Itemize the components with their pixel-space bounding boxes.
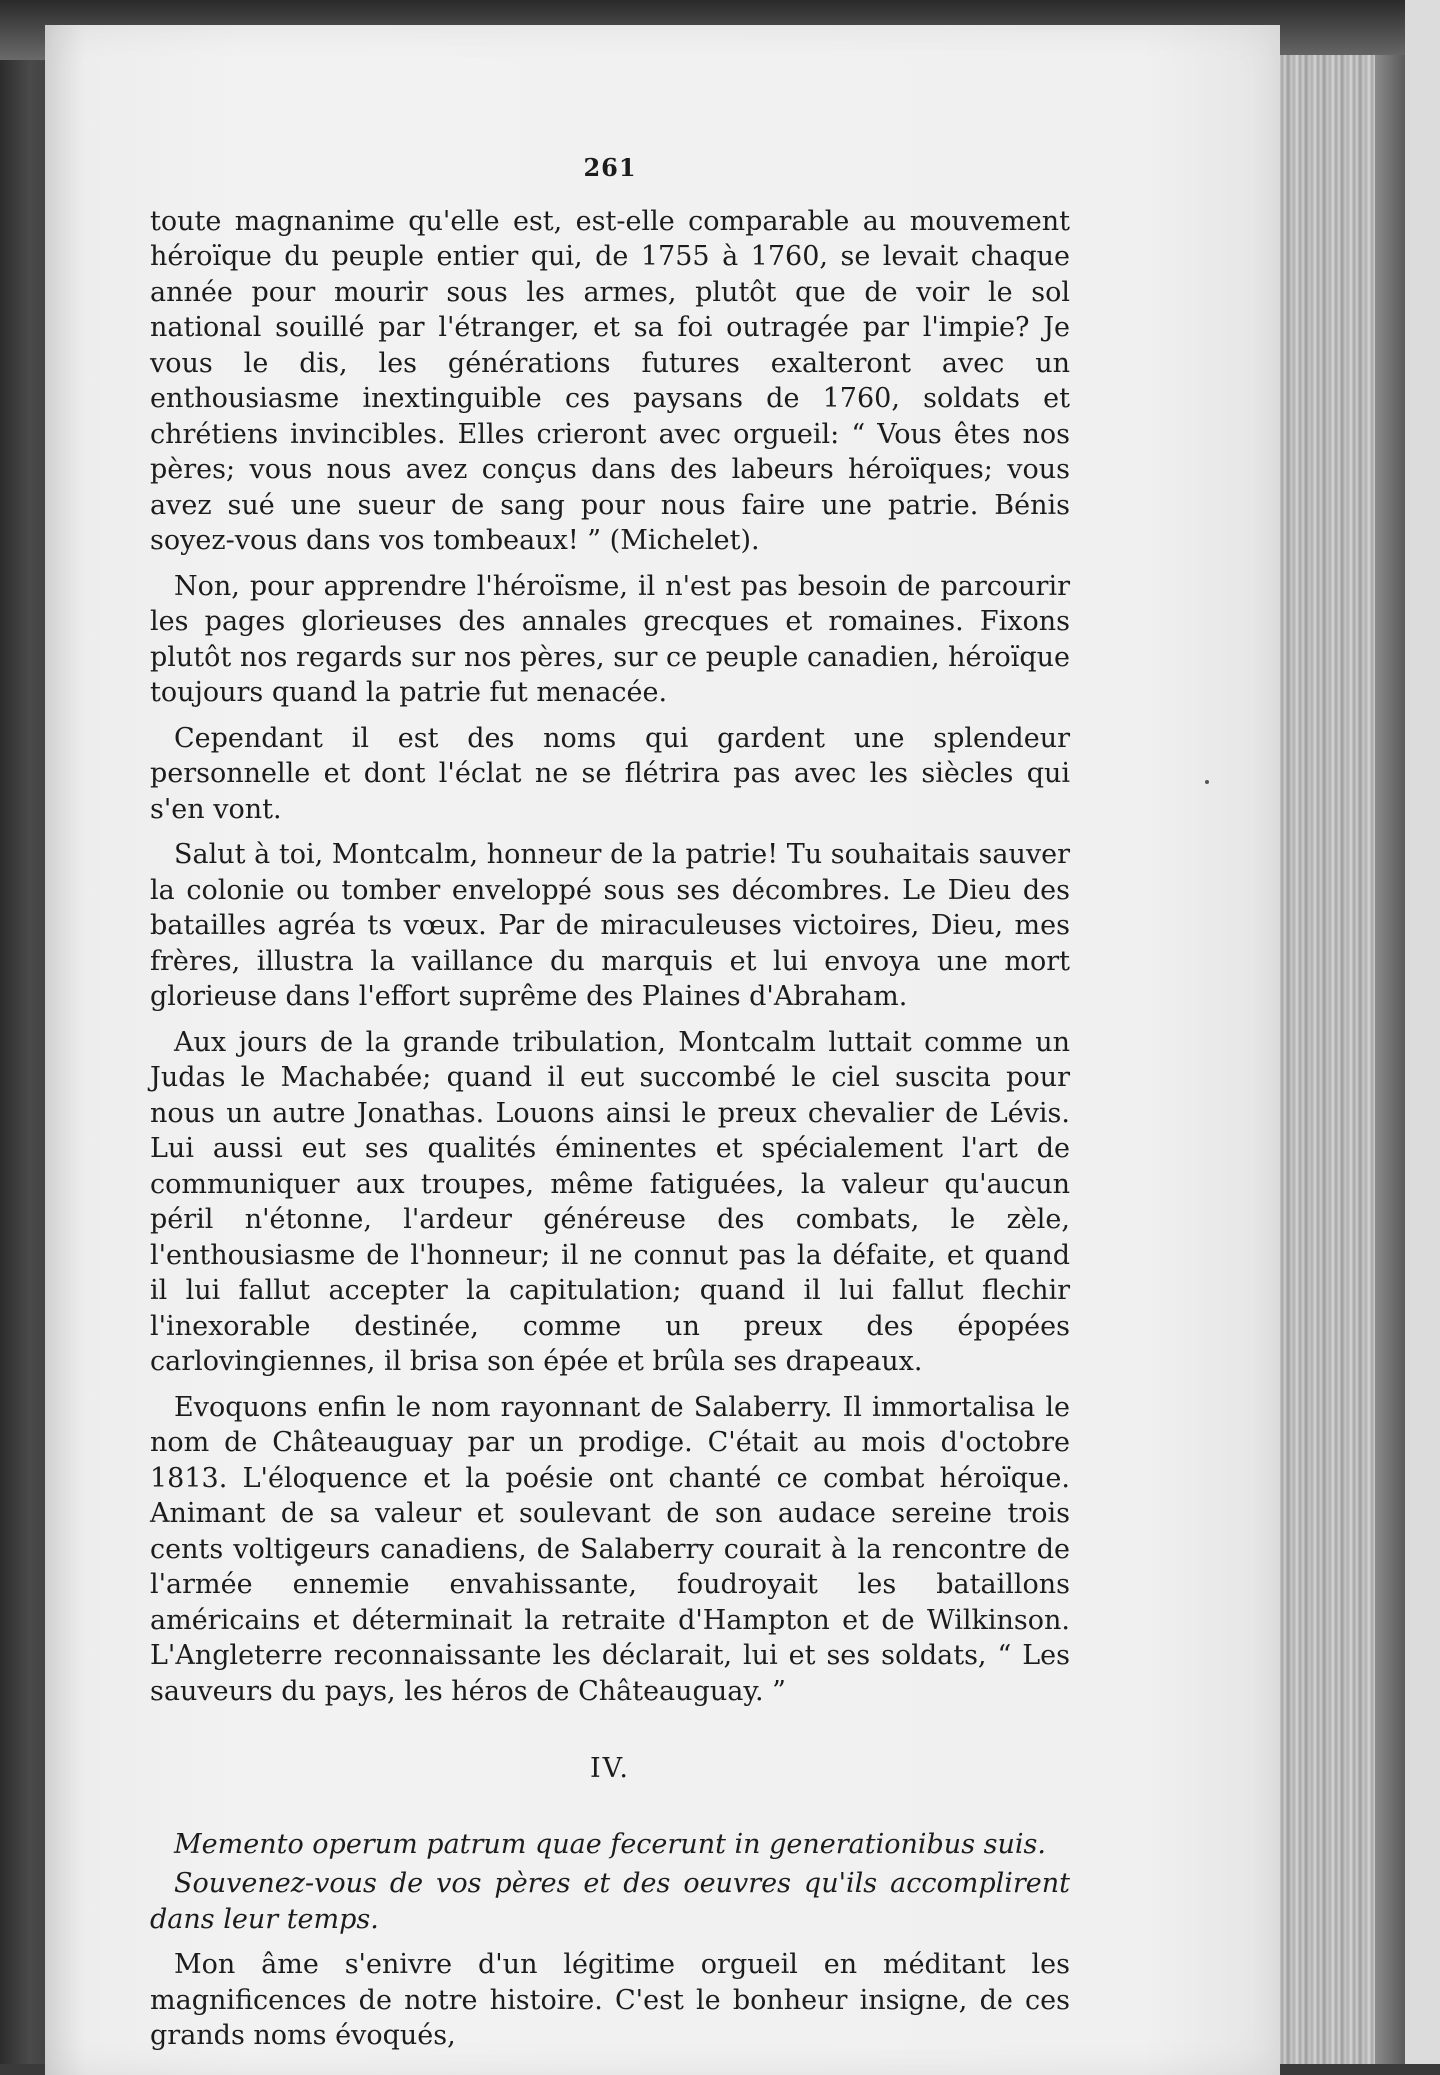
scan-right-margin [1405,0,1440,2064]
page-number: 261 [583,153,637,182]
paragraph-6: Evoquons enfin le nom rayonnant de Salaberry. Il immortalisa le nom de Châteauguay par un prodige. C'était au mois d'octobre 1813. L'éloquence et la poésie ont chanté ce combat héroïque. Animant de sa valeur et soulevant de son audace sereine trois cents voltigeurs canadiens, de Salaberry courait à la rencontre de l'armée ennemie envahissante, foudroyait les bataillons américains et déterminait la retraite d'Hampton et de Wilkinson. L'Angleterre reconnaissante les déclarait, lui et ses soldats, “ Les sauveurs du pays, les héros de Châteauguay. ” [150,1391,1070,1707]
paragraph-4: Salut à toi, Montcalm, honneur de la patrie! Tu souhaitais sauver la colonie ou tomber enveloppé sous ses décombres. Le Dieu des batailles agréa ts vœux. Par de miraculeuses victoires, Dieu, mes frères, illustra la vaillance du marquis et lui envoya une mort glorieuse dans l'effort suprême des Plaines d'Abraham. [150,839,1070,1012]
closing-paragraph: Mon âme s'enivre d'un légitime orgueil en méditant les magnificences de notre histoire. C'est le bonheur insigne, de ces grands noms évoqués, [150,1949,1070,2051]
paragraph-2: Non, pour apprendre l'héroïsme, il n'est pas besoin de parcourir les pages glorieuses des annales grecques et romaines. Fixons plutôt nos regards sur nos pères, sur ce peuple canadien, héroïque toujours quand la patrie fut menacée. [150,570,1070,708]
speck [1205,780,1209,784]
section-heading: IV. [589,1753,631,1784]
page-text [150,150,1070,2064]
epigraph-french: Souvenez-vous de vos pères et des oeuvres qu'ils accomplirent dans leur temps. [150,1868,1070,1935]
paragraph-5: Aux jours de la grande tribulation, Montcalm luttait comme un Judas le Machabée; quand il eut succombé le ciel suscita pour nous un autre Jonathas. Louons ainsi le preux chevalier de Lévis. Lui aussi eut ses qualités éminentes et spécialement l'art de communiquer aux troupes, même fatiguées, la valeur qu'aucun péril n'étonne, l'ardeur généreuse des combats, le zèle, l'enthousiasme de l'honneur; il ne connut pas la défaite, et quand il lui fallut accepter la capitulation; quand il lui fallut flechir l'inexorable destinée, comme un preux des épopées carlovingiennes, il brisa son épée et brûla ses drapeaux. [150,1026,1070,1377]
paragraph-3: Cependant il est des noms qui gardent une splendeur personnelle et dont l'éclat ne se flétrira pas avec les siècles qui s'en vont. [150,722,1070,825]
epigraph-latin: Memento operum patrum quae fecerunt in generationibus suis. [174,1828,1046,1860]
paragraph-1: toute magnanime qu'elle est, est-elle comparable au mouvement héroïque du peuple entier qui, de 1755 à 1760, se levait chaque année pour mourir sous les armes, plutôt que de voir le sol national souillé par l'étranger, et sa foi outragée par l'impie? Je vous le dis, les générations futures exalteront avec un enthousiasme inextinguible ces paysans de 1760, soldats et chrétiens invincibles. Elles crieront avec orgueil: “ Vous êtes nos pères; vous nous avez conçus dans des labeurs héroïques; vous avez sué une sueur de sang pour nous faire une patrie. Bénis soyez-vous dans vos tombeaux! ” (Michelet). [150,205,1070,556]
